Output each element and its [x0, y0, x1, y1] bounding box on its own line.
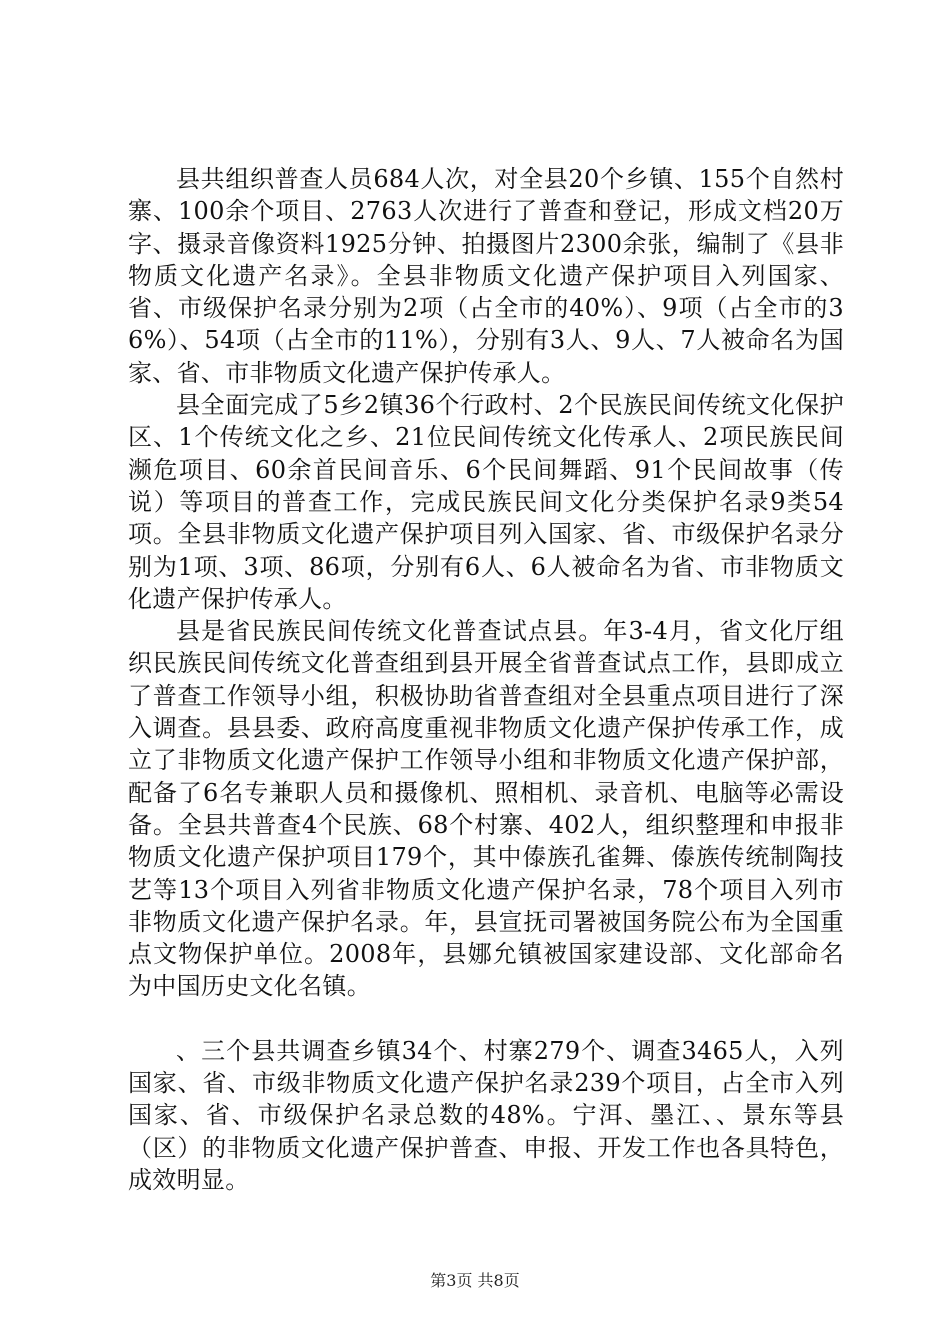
paragraph-2: 县全面完成了5乡2镇36个行政村、2个民族民间传统文化保护区、1个传统文化之乡、21位民间传统文化传承人、2项民族民间濒危项目、60余首民间音乐、6个民间舞蹈、91个民间故事（传说）等项目的普查工作，完成民族民间文化分类保护名录9类54项。全县非物质文化遗产保护项目列入国家、省、市级保护名录分别为1项、3项、86项，分别有6人、6人被命名为省、市非物质文化遗产保护传承人。 [128, 391, 844, 613]
paragraph-3: 县是省民族民间传统文化普查试点县。年3-4月，省文化厅组织民族民间传统文化普查组到县开展全省普查试点工作，县即成立了普查工作领导小组，积极协助省普查组对全县重点项目进行了深入调查。县县委、政府高度重视非物质文化遗产保护传承工作，成立了非物质文化遗产保护工作领导小组和非物质文化遗产保护部，配备了6名专兼职人员和摄像机、照相机、录音机、电脑等必需设备。全县共普查4个民族、68个村寨、402人，组织整理和申报非物质文化遗产保护项目179个，其中傣族孔雀舞、傣族传统制陶技艺等13个项目入列省非物质文化遗产保护名录，78个项目入列市非物质文化遗产保护名录。年，县宣抚司署被国务院公布为全国重点文物保护单位。2008年，县娜允镇被国家建设部、文化部命名为中国历史文化名镇。 [128, 617, 844, 1001]
paragraph-4: 、三个县共调查乡镇34个、村寨279个、调查3465人，入列国家、省、市级非物质文化遗产保护名录239个项目，占全市入列国家、省、市级保护名录总数的48%。宁洱、墨江、、景东等县（区）的非物质文化遗产保护普查、申报、开发工作也各具特色，成效明显。 [128, 1036, 844, 1194]
page-number-footer: 第3页 共8页 [430, 1271, 520, 1290]
document-body [128, 163, 844, 1196]
paragraph-1: 县共组织普查人员684人次，对全县20个乡镇、155个自然村寨、100余个项目、2763人次进行了普查和登记，形成文档20万字、摄录音像资料1925分钟、拍摄图片2300余张，编制了《县非物质文化遗产名录》。全县非物质文化遗产保护项目入列国家、省、市级保护名录分别为2项（占全市的40%）、9项（占全市的36%）、54项（占全市的11%），分别有3人、9人、7人被命名为国家、省、市非物质文化遗产保护传承人。 [128, 165, 844, 387]
